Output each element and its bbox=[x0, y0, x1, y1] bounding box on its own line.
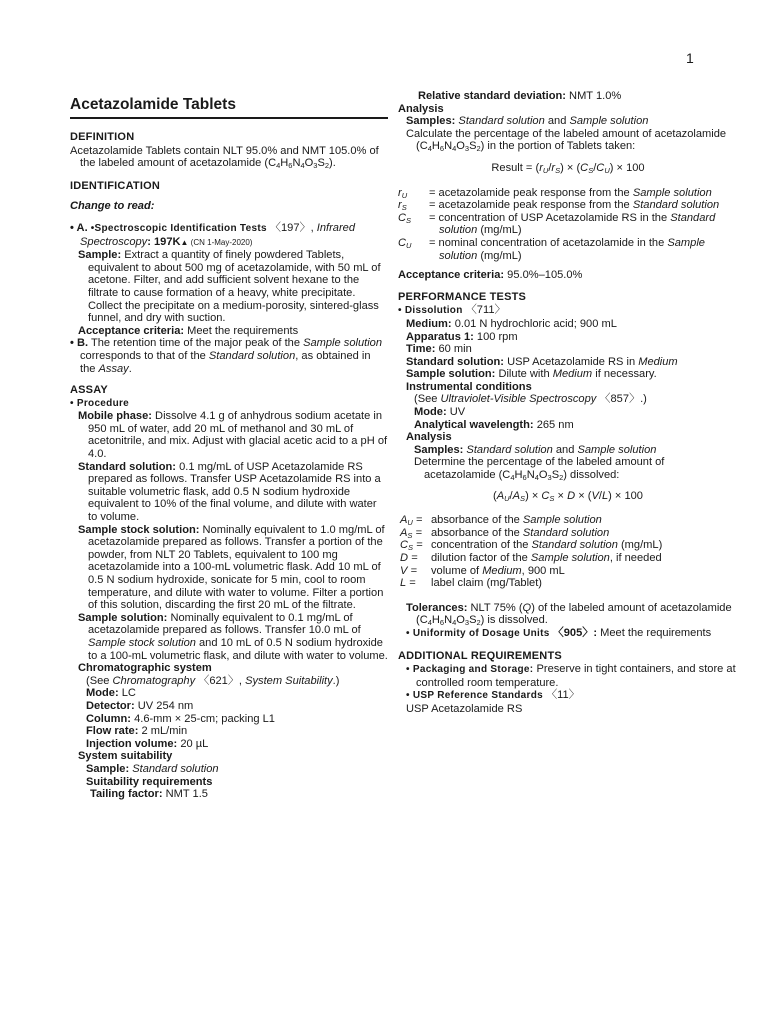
usp-reference-standards: • USP Reference Standards 〈11〉 bbox=[406, 689, 580, 702]
assay-variable-definitions bbox=[398, 187, 738, 263]
time: Time: 60 min bbox=[406, 343, 472, 356]
page-number: 1 bbox=[686, 50, 694, 66]
def-row: $A_S$ = absorbance of the Standard solution bbox=[400, 526, 610, 540]
diss-analysis: Analysis bbox=[406, 431, 452, 444]
detector: Detector: UV 254 nm bbox=[86, 699, 194, 712]
packaging-storage: • Packaging and Storage: Preserve in tight containers, and store at controlled room temperature. bbox=[406, 663, 736, 689]
id-test-a: • A. •Spectroscopic Identification Tests 〈197〉, Infrared Spectroscopy: 197K▲ (CN 1-May-2020) bbox=[70, 221, 355, 248]
usp-reference-item: USP Acetazolamide RS bbox=[406, 702, 523, 715]
assay-samples: Samples: Standard solution and Sample solution bbox=[406, 115, 649, 128]
assay-heading: ASSAY bbox=[70, 384, 108, 397]
diss-sample-solution: Sample solution: Dilute with Medium if necessary. bbox=[406, 368, 657, 381]
injection-volume: Injection volume: 20 µL bbox=[86, 737, 209, 750]
def-row: $A_U$ = absorbance of the Sample solution bbox=[400, 514, 602, 528]
dissolution-heading: • Dissolution 〈711〉 bbox=[398, 304, 506, 317]
identification-heading: IDENTIFICATION bbox=[70, 179, 160, 192]
diss-samples: Samples: Standard solution and Sample solution bbox=[414, 443, 657, 456]
diss-standard-solution: Standard solution: USP Acetazolamide RS in Medium bbox=[406, 355, 678, 368]
uniformity-of-dosage-units: • Uniformity of Dosage Units 〈905〉: Meet the requirements bbox=[406, 626, 712, 639]
system-suitability: System suitability bbox=[78, 750, 173, 763]
change-note: Change to read: bbox=[70, 200, 155, 213]
diss-determine-text: Determine the percentage of the labeled amount of acetazolamide $(C_4H_6N_4O_3S_2)$ dissolved: bbox=[414, 456, 665, 483]
tolerances: Tolerances: NLT 75% (Q) of the labeled amount of acetazolamide $(C_4H_6N_4O_3S_2)$ is dissolved. bbox=[406, 601, 732, 628]
right-column bbox=[398, 90, 738, 716]
id-test-b: • B. The retention time of the major peak of the Sample solution corresponds to that of the Standard solution, as obtained in the Assay. bbox=[70, 337, 383, 375]
def-row: $r_U$ = acetazolamide peak response from the Sample solution bbox=[398, 186, 712, 200]
definition-heading: DEFINITION bbox=[70, 131, 135, 143]
mode: Mode: LC bbox=[86, 687, 136, 700]
procedure-heading: • Procedure bbox=[70, 397, 130, 409]
analytical-wavelength: Analytical wavelength: 265 nm bbox=[414, 418, 574, 431]
def-row: V = volume of Medium, 900 mL bbox=[400, 564, 565, 577]
mobile-phase: Mobile phase: Dissolve 4.1 g of anhydrous sodium acetate in 950 mL of water, add 20 mL of methanol and 30 mL of acetonitrile, and mix. Adjust with glacial acetic acid to a pH of 4.0. bbox=[78, 410, 388, 461]
flow-rate: Flow rate: 2 mL/min bbox=[86, 725, 188, 738]
assay-result-formula: Result = $(r_U/r_S) \times (C_S/C_U) \times 100$ bbox=[491, 161, 645, 175]
performance-heading: PERFORMANCE TESTS bbox=[398, 290, 527, 303]
definition-text: Acetazolamide Tablets contain NLT 95.0% and NMT 105.0% of the labeled amount of acetazolamide $(C_4H_6N_4O_3S_2)$. bbox=[70, 144, 379, 171]
sample-stock-solution: Sample stock solution: Nominally equivalent to 1.0 mg/mL of acetazolamide prepared as follows. Transfer a portion of the powder, from NLT 20 Tablets, equivalent to 100 mg acetazolamide into a 100-mL volumetric flask. Add 10 mL of 0.5 N sodium hydroxide, sonicate for 5 min, cool to room temperature, and dilute with water to volume. Filter a portion of this solution, discarding the first 20 mL of the filtrate. bbox=[78, 523, 385, 612]
assay-analysis: Analysis bbox=[398, 102, 444, 115]
sample-solution: Sample solution: Nominally equivalent to 0.1 mg/mL of acetazolamide prepared as follows. Transfer 10.0 mL of Sample stock solution and 10 mL of 0.5 N sodium hydroxide to a 100-mL volumetric flask, and dilute with water to volume. bbox=[78, 611, 388, 662]
assay-calc-text: Calculate the percentage of the labeled amount of acetazolamide $(C_4H_6N_4O_3S_2)$ in the portion of Tablets taken: bbox=[406, 127, 727, 154]
tailing-factor: Tailing factor: NMT 1.5 bbox=[90, 788, 208, 801]
ss-sample: Sample: Standard solution bbox=[86, 762, 219, 775]
assay-acceptance: Acceptance criteria: 95.0%–105.0% bbox=[398, 269, 583, 282]
def-row: D = dilution factor of the Sample solution, if needed bbox=[400, 552, 662, 564]
id-a-sample: Sample: Extract a quantity of finely powdered Tablets, equivalent to about 500 mg of acetazolamide, with 50 mL of acetone. Filter, and add sufficient solvent hexane to the filtrate to cause formation of a heavy, white precipitate. Collect the precipitate on a medium-porosity, sintered-glass funnel, and dry with suction. bbox=[78, 249, 381, 325]
chromatography-reference: (See Chromatography 〈621〉, System Suitability.) bbox=[86, 674, 340, 687]
def-row: $C_S$ = concentration of USP Acetazolamide RS in the Standard solution (mg/mL) bbox=[398, 211, 716, 237]
standard-solution: Standard solution: 0.1 mg/mL of USP Acetazolamide RS prepared as follows. Transfer USP Acetazolamide RS into a suitable volumetric flask, add 0.5 N sodium hydroxide equivalent to 10% of the final volume, and dilute with water to volume. bbox=[78, 460, 381, 524]
suitability-requirements: Suitability requirements bbox=[86, 775, 213, 788]
diss-variable-definitions bbox=[400, 514, 738, 590]
medium: Medium: 0.01 N hydrochloric acid; 900 mL bbox=[406, 317, 617, 330]
def-row: $C_U$ = nominal concentration of acetazolamide in the Sample solution (mg/mL) bbox=[398, 236, 705, 262]
diss-mode: Mode: UV bbox=[414, 406, 466, 419]
instrumental-conditions: Instrumental conditions bbox=[406, 380, 532, 393]
column: Column: 4.6-mm × 25-cm; packing L1 bbox=[86, 712, 275, 725]
monograph-title: Acetazolamide Tablets bbox=[70, 96, 388, 119]
relative-std-deviation: Relative standard deviation: NMT 1.0% bbox=[418, 90, 622, 102]
apparatus: Apparatus 1: 100 rpm bbox=[406, 330, 518, 343]
id-a-acceptance: Acceptance criteria: Meet the requirements bbox=[78, 324, 299, 337]
left-column bbox=[70, 90, 388, 801]
additional-heading: ADDITIONAL REQUIREMENTS bbox=[398, 649, 562, 662]
chromatographic-system: Chromatographic system bbox=[78, 662, 212, 675]
def-row: L = label claim (mg/Tablet) bbox=[400, 577, 542, 590]
diss-formula: $(A_U/A_S) \times C_S \times D \times (V/L) \times 100$ bbox=[493, 489, 643, 503]
def-row: $C_S$ = concentration of the Standard solution (mg/mL) bbox=[400, 539, 663, 553]
def-row: $r_S$ = acetazolamide peak response from the Standard solution bbox=[398, 199, 720, 213]
instrumental-reference: (See Ultraviolet-Visible Spectroscopy 〈857〉.) bbox=[414, 393, 647, 406]
